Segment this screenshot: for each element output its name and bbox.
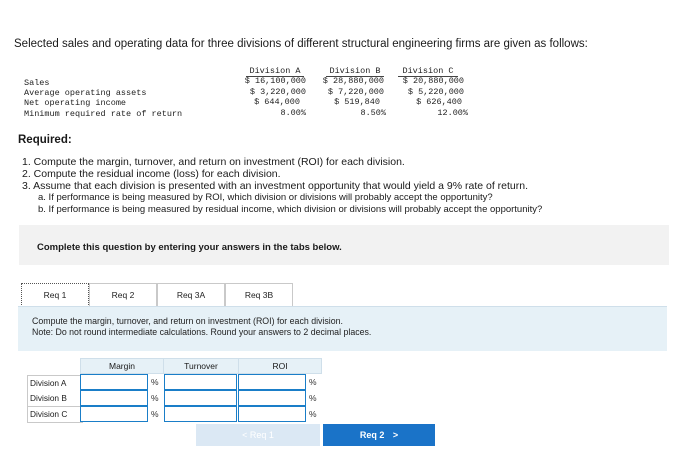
step-3: 3. Assume that each division is presented with an investment opportunity that would yield a 9% rate of return.	[22, 180, 529, 192]
tab-req-3b[interactable]: Req 3B	[225, 283, 293, 307]
step-3a: a. If performance is being measured by ROI, which division or divisions will probably accept the opportunity?	[38, 192, 493, 203]
grid-header-roi-label: ROI	[272, 361, 288, 371]
previous-req-button[interactable]	[196, 424, 320, 446]
question-intro: Selected sales and operating data for three divisions of different structural engineering firms are given as follows:	[14, 38, 588, 50]
cell-noi-a: $ 644,000	[254, 97, 300, 107]
turnover-input-division-a[interactable]	[164, 374, 237, 390]
cell-assets-b: $ 7,220,000	[327, 87, 384, 97]
req-1-instructions	[32, 316, 371, 338]
column-header-division-c: Division C	[398, 66, 458, 77]
step-2: 2. Compute the residual income (loss) for each division.	[22, 168, 281, 180]
step-3b: b. If performance is being measured by residual income, which division or divisions will probably accept the opportunity?	[38, 204, 543, 215]
roi-input-division-c[interactable]	[238, 406, 306, 422]
row-label-sales: Sales	[24, 78, 50, 88]
roi-unit-a: %	[309, 377, 317, 387]
row-label-min-return: Minimum required rate of return	[24, 109, 183, 119]
roi-unit-c: %	[309, 409, 317, 419]
cell-sales-b: $ 28,880,000	[322, 76, 384, 86]
grid-header-margin	[80, 358, 164, 374]
step-1: 1. Compute the margin, turnover, and return on investment (ROI) for each division.	[22, 156, 405, 168]
tab-req-3a[interactable]: Req 3A	[157, 283, 225, 307]
cell-assets-c: $ 5,220,000	[407, 87, 464, 97]
turnover-input-division-c[interactable]	[164, 406, 237, 422]
margin-unit-b: %	[151, 393, 159, 403]
turnover-input-division-b[interactable]	[164, 390, 237, 406]
roi-input-division-a[interactable]	[238, 374, 306, 390]
grid-header-turnover	[163, 358, 239, 374]
cell-noi-c: $ 626,400	[416, 97, 462, 107]
req-1-prompt: Compute the margin, turnover, and return on investment (ROI) for each division.	[32, 316, 343, 326]
req-1-note: Note: Do not round intermediate calculations. Round your answers to 2 decimal places.	[32, 327, 372, 337]
next-req-label: Req 2	[359, 430, 385, 440]
chevron-right-icon: >	[392, 430, 399, 440]
margin-input-division-a[interactable]	[80, 374, 148, 390]
grid-header-roi	[238, 358, 322, 374]
row-label-avg-assets: Average operating assets	[24, 88, 147, 98]
cell-return-c: 12.00%	[437, 108, 468, 118]
tab-req-2[interactable]: Req 2	[89, 283, 157, 307]
chevron-left-icon: <	[242, 430, 248, 440]
margin-unit-c: %	[151, 409, 159, 419]
roi-unit-b: %	[309, 393, 317, 403]
column-header-division-b: Division B	[326, 66, 384, 77]
grid-row-label-division-b: Division B	[27, 391, 83, 407]
cell-sales-a: $ 16,100,000	[244, 76, 306, 86]
margin-unit-a: %	[151, 377, 159, 387]
required-heading: Required:	[18, 134, 72, 146]
grid-header-turnover-label: Turnover	[184, 361, 218, 371]
margin-input-division-c[interactable]	[80, 406, 148, 422]
previous-req-label: Req 1	[249, 430, 274, 440]
grid-row-label-division-a: Division A	[27, 375, 83, 392]
roi-input-division-b[interactable]	[238, 390, 306, 406]
tab-req-1[interactable]: Req 1	[21, 283, 89, 307]
margin-input-division-b[interactable]	[80, 390, 148, 406]
cell-return-b: 8.50%	[360, 108, 386, 118]
cell-noi-b: $ 519,840	[334, 97, 380, 107]
cell-return-a: 8.00%	[280, 108, 306, 118]
complete-instruction: Complete this question by entering your answers in the tabs below.	[37, 242, 342, 253]
cell-sales-c: $ 20,880,000	[402, 76, 464, 86]
next-req-button[interactable]	[323, 424, 435, 446]
row-label-noi: Net operating income	[24, 98, 127, 108]
grid-row-label-division-c: Division C	[27, 407, 83, 423]
cell-assets-a: $ 3,220,000	[249, 87, 306, 97]
grid-header-margin-label: Margin	[109, 361, 135, 371]
requirements-list	[22, 156, 542, 216]
division-data-table	[24, 66, 484, 122]
column-header-division-a: Division A	[246, 66, 304, 77]
